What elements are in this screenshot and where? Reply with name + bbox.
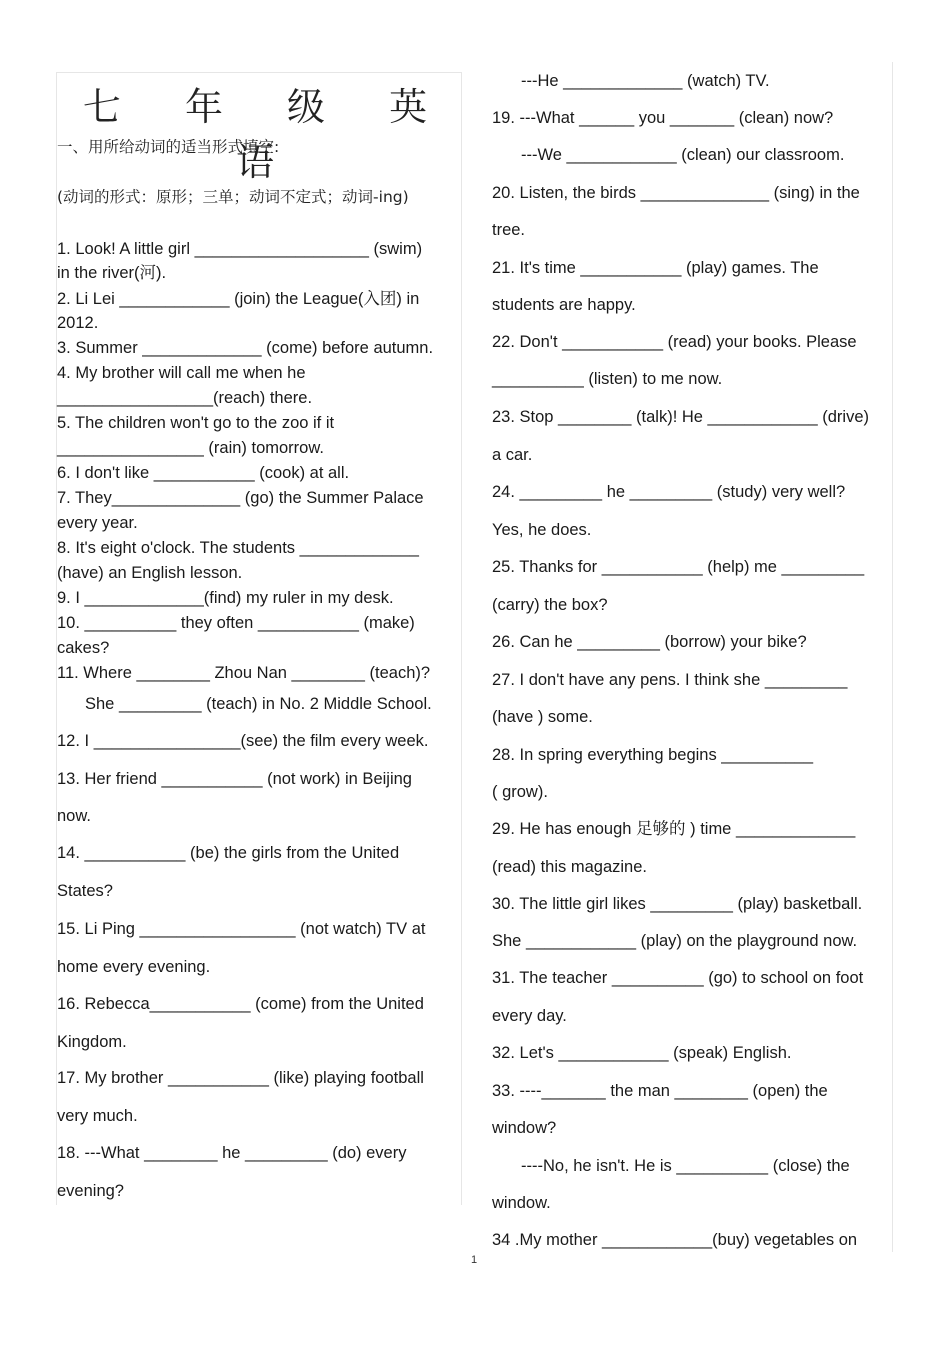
exercise-line: 6. I don't like ___________ (cook) at all. [57,464,350,482]
exercise-line: She _________ (teach) in No. 2 Middle School. [85,695,432,713]
exercise-line: 26. Can he _________ (borrow) your bike? [492,633,807,651]
exercise-line: 9. I _____________(find) my ruler in my desk. [57,589,394,607]
exercise-line: __________ (listen) to me now. [492,370,723,388]
section-heading: 一、用所给动词的适当形式填空: [57,138,280,156]
exercise-line: 2012. [57,314,99,332]
exercise-line: 8. It's eight o'clock. The students _____________ [57,539,419,557]
exercise-line: 5. The children won't go to the zoo if it [57,414,335,432]
page-number: 1 [471,1254,478,1266]
exercise-line: 32. Let's ____________ (speak) English. [492,1044,792,1062]
exercise-line: window. [492,1194,551,1212]
exercise-line: 3. Summer _____________ (come) before autumn. [57,339,434,357]
exercise-line: 19. ---What ______ you _______ (clean) now? [492,109,834,127]
exercise-line: home every evening. [57,958,211,976]
exercise-line: (have ) some. [492,708,593,726]
exercise-line: 1. Look! A little girl ___________________ (swim) [57,240,423,258]
exercise-line: 12. I ________________(see) the film every week. [57,732,429,750]
exercise-line: 25. Thanks for ___________ (help) me _________ [492,558,865,576]
exercise-line: ________________ (rain) tomorrow. [57,439,324,457]
exercise-line: Yes, he does. [492,521,592,539]
exercise-line: 17. My brother ___________ (like) playing football [57,1069,424,1087]
exercise-line: 21. It's time ___________ (play) games. The [492,259,819,277]
exercise-line: cakes? [57,639,110,657]
exercise-line: Kingdom. [57,1033,127,1051]
exercise-line: (read) this magazine. [492,858,647,876]
exercise-line: 10. __________ they often ___________ (make) [57,614,415,632]
exercise-line: 13. Her friend ___________ (not work) in Beijing [57,770,412,788]
exercise-line: 7. They______________ (go) the Summer Palace [57,489,424,507]
exercise-line: 20. Listen, the birds ______________ (sing) in the [492,184,860,202]
exercise-line: 27. I don't have any pens. I think she _________ [492,671,848,689]
exercise-line: tree. [492,221,526,239]
exercise-line: ---We ____________ (clean) our classroom. [521,146,845,164]
exercise-line: ---He _____________ (watch) TV. [521,72,770,90]
exercise-line: (have) an English lesson. [57,564,243,582]
exercise-line: 23. Stop ________ (talk)! He ____________ (drive) [492,408,870,426]
exercise-line: (carry) the box? [492,596,608,614]
exercise-line: evening? [57,1182,124,1200]
page-title: 七 年 级 英 语 [82,85,454,184]
exercise-line: 22. Don't ___________ (read) your books. Please [492,333,857,351]
exercise-line: 15. Li Ping _________________ (not watch) TV at [57,920,426,938]
exercise-line: now. [57,807,91,825]
exercise-line: 11. Where ________ Zhou Nan ________ (teach)? [57,664,431,682]
exercise-line: 24. _________ he _________ (study) very well? [492,483,846,501]
exercise-line: every day. [492,1007,567,1025]
exercise-line: 14. ___________ (be) the girls from the United [57,844,400,862]
exercise-line: a car. [492,446,533,464]
exercise-line: ----No, he isn't. He is __________ (close) the [521,1157,850,1175]
exercise-line: in the river(河). [57,264,167,282]
exercise-line: 29. He has enough 足够的 ) time _____________ [492,820,856,838]
exercise-line: 30. The little girl likes _________ (play) basketball. [492,895,863,913]
exercise-line: States? [57,882,113,900]
exercise-line: 16. Rebecca___________ (come) from the United [57,995,424,1013]
exercise-line: _________________(reach) there. [57,389,313,407]
exercise-line: She ____________ (play) on the playground now. [492,932,858,950]
right-column-rule [892,62,893,1252]
exercise-line: 33. ----_______ the man ________ (open) the [492,1082,828,1100]
exercise-line: 4. My brother will call me when he [57,364,306,382]
exercise-line: 34 .My mother ____________(buy) vegetables on [492,1231,858,1249]
exercise-line: 28. In spring everything begins __________ [492,746,814,764]
verb-forms-note: (动词的形式：原形；三单；动词不定式；动词-ing) [57,188,409,206]
exercise-line: 31. The teacher __________ (go) to school on foot [492,969,864,987]
exercise-line: 2. Li Lei ____________ (join) the League(入团) in [57,290,420,308]
exercise-line: window? [492,1119,557,1137]
exercise-line: every year. [57,514,138,532]
exercise-line: very much. [57,1107,138,1125]
exercise-line: students are happy. [492,296,636,314]
exercise-line: 18. ---What ________ he _________ (do) every [57,1144,407,1162]
exercise-line: ( grow). [492,783,548,801]
